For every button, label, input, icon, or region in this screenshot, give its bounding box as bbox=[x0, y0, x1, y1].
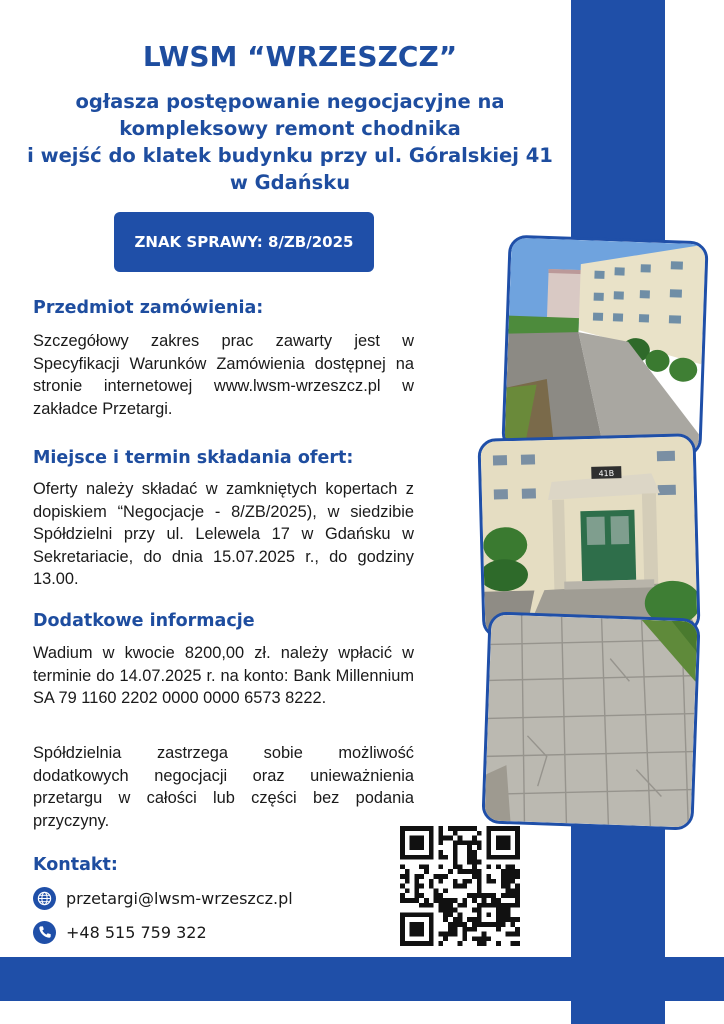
section-heading-subject: Przedmiot zamówienia: bbox=[33, 298, 264, 318]
entrance-number-sign: 41B bbox=[598, 468, 615, 479]
section-paragraph-subject: Szczegółowy zakres prac zawarty jest w Specyfikacji Warunków Zamówienia dostępnej na stronie internetowej www.lwsm-wrzeszcz.pl w zakładce Przetargi. bbox=[33, 332, 414, 418]
case-number-badge: ZNAK SPRAWY: 8/ZB/2025 bbox=[114, 212, 374, 272]
section-heading-additional: Dodatkowe informacje bbox=[33, 611, 255, 631]
subtitle-line: i wejść do klatek budynku przy ul. Góralskiej 41 bbox=[27, 144, 553, 167]
qr-code bbox=[400, 826, 520, 946]
photo-pavement bbox=[481, 611, 700, 830]
contact-email-link[interactable]: przetargi@lwsm-wrzeszcz.pl bbox=[66, 888, 293, 908]
contact-phone-row bbox=[33, 920, 207, 944]
announcement-subtitle bbox=[0, 88, 580, 196]
subtitle-line: w Gdańsku bbox=[229, 171, 351, 194]
contact-email-row bbox=[33, 886, 293, 910]
subtitle-line: ogłasza postępowanie negocjacyjne na bbox=[75, 90, 505, 113]
globe-icon bbox=[33, 887, 56, 910]
section-heading-offers: Miejsce i termin składania ofert: bbox=[33, 448, 354, 468]
page-title: LWSM “WRZESZCZ” bbox=[142, 40, 458, 73]
decorative-horizontal-bar bbox=[0, 957, 724, 1001]
contact-phone-link[interactable]: +48 515 759 322 bbox=[66, 922, 207, 942]
photo-entrance bbox=[477, 433, 700, 639]
subtitle-line: kompleksowy remont chodnika bbox=[119, 117, 461, 140]
phone-icon bbox=[33, 921, 56, 944]
contact-heading: Kontakt: bbox=[33, 855, 118, 875]
section-paragraph-reservation: Spółdzielnia zastrzega sobie możliwość dodatkowych negocjacji oraz unieważnienia przetargu w całości lub części bez podania przyczyny. bbox=[33, 744, 414, 830]
section-paragraph-deposit: Wadium w kwocie 8200,00 zł. należy wpłacić w terminie do 14.07.2025 r. na konto: Bank Millennium SA 79 1160 2202 0000 0000 6573 8222. bbox=[33, 644, 414, 707]
section-paragraph-offers: Oferty należy składać w zamkniętych kopertach z dopiskiem “Negocjacje - 8/ZB/2025), w siedzibie Spółdzielni przy ul. Lelewela 17 w Gdańsku w Sekretariacie, do dnia 15.07.2025 r., do godziny 13.00. bbox=[33, 480, 414, 588]
photo-walkway bbox=[501, 235, 708, 458]
